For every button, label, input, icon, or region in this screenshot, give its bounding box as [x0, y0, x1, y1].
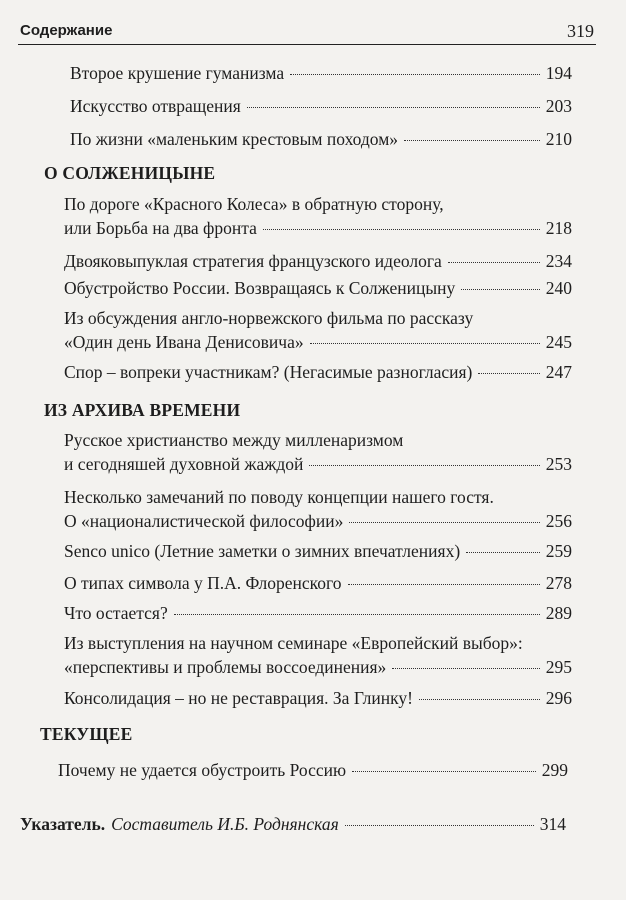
toc-entry	[64, 306, 572, 354]
entry-title-line: По дороге «Красного Колеса» в обратную сторону,	[64, 194, 444, 214]
entry-title: Почему не удается обустроить Россию	[58, 760, 347, 780]
entry-title-line: и сегодняшей духовной жаждой	[64, 454, 304, 474]
toc-entry	[64, 571, 572, 595]
entry-page: 240	[545, 278, 572, 298]
entry-title: Senco unico (Летние заметки о зимних впечатлениях)	[64, 541, 461, 561]
index-label: Указатель.	[20, 814, 106, 834]
leader-dots	[174, 614, 540, 615]
entry-page: 278	[545, 573, 572, 593]
section-title: О СОЛЖЕНИЦЫНЕ	[44, 163, 216, 183]
toc-entry	[70, 61, 572, 85]
entry-title-line: «перспективы и проблемы воссоединения»	[64, 657, 387, 677]
leader-dots	[310, 343, 540, 344]
entry-page: 234	[545, 251, 572, 271]
entry-title: По жизни «маленьким крестовым походом»	[70, 129, 399, 149]
leader-dots	[349, 522, 539, 523]
leader-dots	[348, 584, 540, 585]
leader-dots	[478, 373, 539, 374]
leader-dots	[263, 229, 540, 230]
entry-page: 194	[545, 63, 572, 83]
entry-title: Второе крушение гуманизма	[70, 63, 285, 83]
entry-title-line: Из выступления на научном семинаре «Европейский выбор»:	[64, 633, 523, 653]
running-title: Содержание	[20, 22, 113, 39]
entry-page: 245	[545, 332, 572, 352]
toc-entry-index	[20, 812, 566, 836]
toc-entry	[64, 686, 572, 710]
entry-page: 259	[545, 541, 572, 561]
leader-dots	[448, 262, 540, 263]
entry-title-line: Несколько замечаний по поводу концепции нашего гостя.	[64, 487, 494, 507]
entry-title-line: Русское христианство между милленаризмом	[64, 430, 404, 450]
toc-entry	[64, 601, 572, 625]
leader-dots	[461, 289, 540, 290]
toc-entry	[64, 276, 572, 300]
entry-title: Искусство отвращения	[70, 96, 241, 116]
toc-entry	[64, 360, 572, 384]
toc-entry	[70, 94, 572, 118]
page-header	[18, 20, 596, 45]
page-number: 319	[567, 21, 594, 41]
toc-entry	[58, 758, 568, 782]
entry-page: 314	[539, 814, 566, 834]
toc-entry	[64, 192, 572, 240]
entry-title: Что остается?	[64, 603, 168, 623]
leader-dots	[392, 668, 539, 669]
entry-page: 295	[545, 657, 572, 677]
entry-page: 203	[545, 96, 572, 116]
entry-page: 218	[545, 218, 572, 238]
entry-page: 296	[545, 688, 572, 708]
entry-page: 256	[545, 511, 572, 531]
leader-dots	[309, 465, 539, 466]
toc-entry	[64, 631, 572, 679]
entry-title-line: «Один день Ивана Денисовича»	[64, 332, 304, 352]
leader-dots	[419, 699, 540, 700]
entry-page: 299	[541, 760, 568, 780]
entry-title: Двояковыпуклая стратегия французского идеолога	[64, 251, 442, 271]
entry-title-line: О «националистической философии»	[64, 511, 344, 531]
leader-dots	[247, 107, 540, 108]
entry-title: О типах символа у П.А. Флоренского	[64, 573, 342, 593]
entry-title-line: или Борьба на два фронта	[64, 218, 257, 238]
leader-dots	[290, 74, 540, 75]
entry-title-line: Из обсуждения англо-норвежского фильма по рассказу	[64, 308, 474, 328]
section-title: ТЕКУЩЕЕ	[40, 724, 133, 744]
entry-page: 289	[545, 603, 572, 623]
entry-page: 247	[545, 362, 572, 382]
entry-page: 253	[545, 454, 572, 474]
leader-dots	[352, 771, 536, 772]
entry-title: Консолидация – но не реставрация. За Глинку!	[64, 688, 413, 708]
section-title: ИЗ АРХИВА ВРЕМЕНИ	[44, 400, 241, 420]
toc-entry	[70, 127, 572, 151]
entry-page: 210	[545, 129, 572, 149]
toc-entry	[64, 249, 572, 273]
toc-entry	[64, 428, 572, 476]
leader-dots	[404, 140, 540, 141]
index-compiler: Составитель И.Б. Роднянская	[111, 814, 339, 834]
toc-entry	[64, 485, 572, 533]
leader-dots	[466, 552, 540, 553]
toc-entry	[64, 539, 572, 563]
entry-title: Спор – вопреки участникам? (Негасимые разногласия)	[64, 362, 473, 382]
entry-title: Обустройство России. Возвращаясь к Солженицыну	[64, 278, 456, 298]
leader-dots	[345, 825, 534, 826]
